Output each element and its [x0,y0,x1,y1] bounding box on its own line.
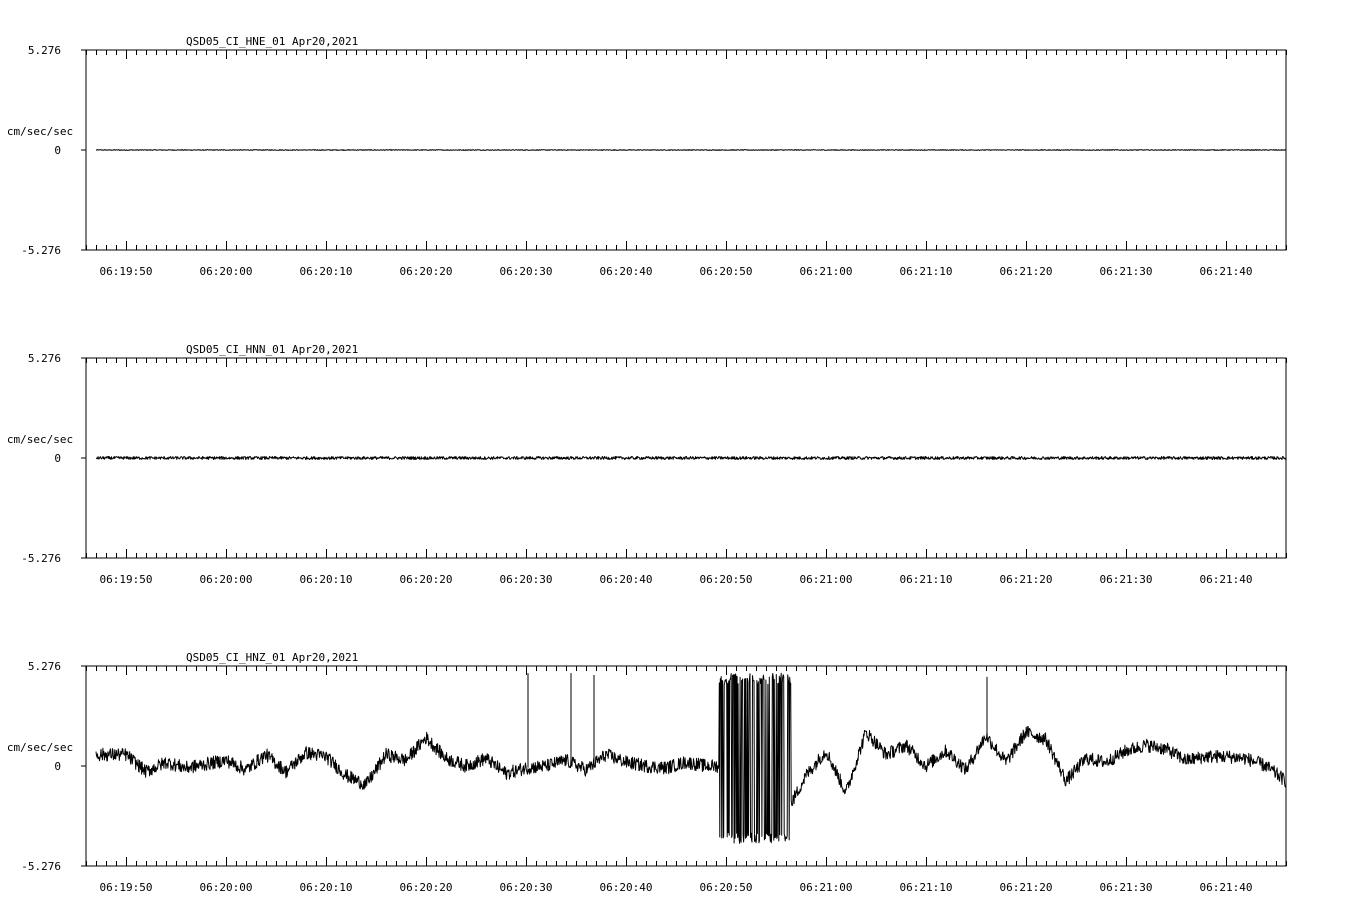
x-tick-label: 06:21:30 [1099,881,1153,894]
x-tick-label: 06:21:40 [1199,573,1253,586]
x-tick-label: 06:20:40 [599,881,653,894]
y-tick-label: 0 [54,760,61,773]
x-tick-label: 06:21:20 [999,573,1053,586]
y-tick-label: 5.276 [27,660,61,673]
x-tick-label: 06:20:50 [699,881,753,894]
x-tick-label: 06:21:00 [799,265,853,278]
y-axis-label: cm/sec/sec [6,741,74,754]
x-tick-label: 06:21:40 [1199,881,1253,894]
x-tick-label: 06:20:50 [699,265,753,278]
x-tick-label: 06:20:30 [499,881,553,894]
y-tick-label: 0 [54,144,61,157]
chart-title: QSD05_CI_HNE_01 Apr20,2021 [186,35,359,48]
panel-3 [7,651,1287,894]
y-tick-label: -5.276 [21,860,61,873]
waveform-trace [96,457,1286,460]
x-tick-label: 06:20:40 [599,265,653,278]
y-tick-label: -5.276 [21,244,61,257]
x-tick-label: 06:20:10 [299,265,353,278]
x-tick-label: 06:21:20 [999,265,1053,278]
x-tick-label: 06:20:30 [499,265,553,278]
x-tick-label: 06:21:40 [1199,265,1253,278]
waveform-trace [96,673,1286,843]
x-tick-label: 06:19:50 [99,573,153,586]
x-tick-label: 06:21:30 [1099,265,1153,278]
x-tick-label: 06:20:50 [699,573,753,586]
x-tick-label: 06:20:20 [399,881,453,894]
x-tick-label: 06:19:50 [99,881,153,894]
x-tick-label: 06:20:40 [599,573,653,586]
panel-2 [7,343,1287,586]
panel-1 [7,35,1287,278]
y-tick-label: 0 [54,452,61,465]
waveform-trace [96,150,1286,151]
chart-title: QSD05_CI_HNN_01 Apr20,2021 [186,343,359,356]
x-tick-label: 06:20:00 [199,265,253,278]
y-axis-label: cm/sec/sec [6,125,74,138]
x-tick-label: 06:21:10 [899,881,953,894]
x-tick-label: 06:20:10 [299,573,353,586]
x-tick-label: 06:20:20 [399,265,453,278]
x-tick-label: 06:19:50 [99,265,153,278]
y-tick-label: 5.276 [27,352,61,365]
chart-title: QSD05_CI_HNZ_01 Apr20,2021 [186,651,359,664]
x-tick-label: 06:21:10 [899,265,953,278]
x-tick-label: 06:20:30 [499,573,553,586]
x-tick-label: 06:21:20 [999,881,1053,894]
y-tick-label: 5.276 [27,44,61,57]
x-tick-label: 06:20:00 [199,573,253,586]
x-tick-label: 06:21:10 [899,573,953,586]
x-tick-label: 06:21:00 [799,573,853,586]
x-tick-label: 06:20:00 [199,881,253,894]
x-tick-label: 06:20:10 [299,881,353,894]
x-tick-label: 06:21:00 [799,881,853,894]
x-tick-label: 06:20:20 [399,573,453,586]
x-tick-label: 06:21:30 [1099,573,1153,586]
y-tick-label: -5.276 [21,552,61,565]
y-axis-label: cm/sec/sec [6,433,74,446]
